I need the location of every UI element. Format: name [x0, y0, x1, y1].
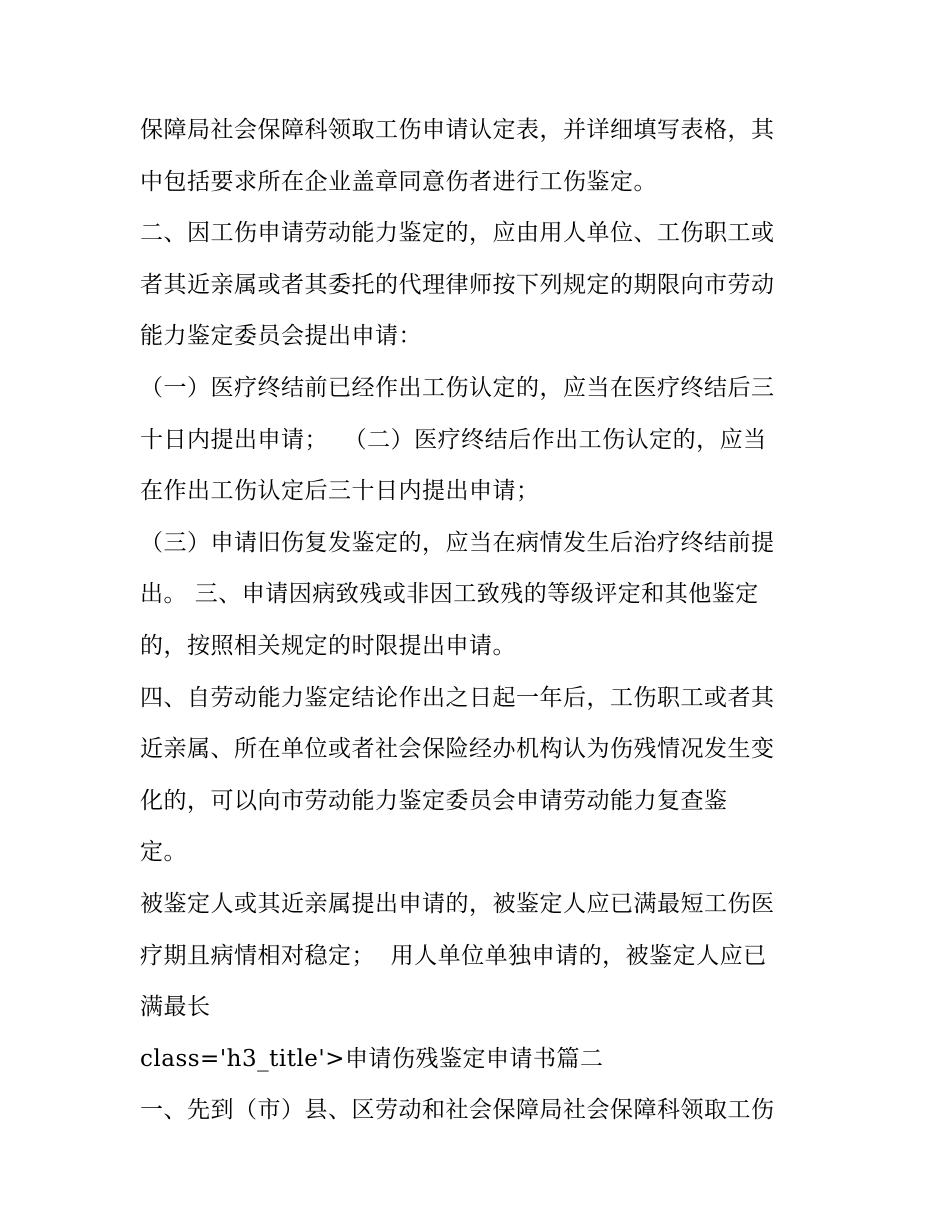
text-line: 被鉴定人或其近亲属提出申请的，被鉴定人应已满最短工伤医 [140, 890, 775, 917]
text-line: 四、自劳动能力鉴定结论作出之日起一年后，工伤职工或者其 [140, 684, 775, 711]
text-line: 疗期且病情相对稳定； 用人单位单独申请的，被鉴定人应已 [140, 942, 767, 969]
text-line: 定。 [140, 839, 187, 866]
document-body [140, 107, 820, 1139]
text-line: 一、先到（市）县、区劳动和社会保障局社会保障科领取工伤 [140, 1097, 775, 1124]
text-line: 的，按照相关规定的时限提出申请。 [140, 632, 516, 659]
text-line: 十日内提出申请； （二）医疗终结后作出工伤认定的，应当 [140, 426, 767, 453]
text-line: （一）医疗终结前已经作出工伤认定的，应当在医疗终结后三 [140, 374, 775, 401]
text-line: 保障局社会保障科领取工伤申请认定表，并详细填写表格，其 [140, 117, 775, 143]
text-line: 近亲属、所在单位或者社会保险经办机构认为伤残情况发生变 [140, 736, 775, 763]
text-line: 化的，可以向市劳动能力鉴定委员会申请劳动能力复查鉴 [140, 787, 728, 814]
section-heading-line: class='h3_title'>申请伤残鉴定申请书篇二 [140, 1045, 604, 1072]
text-line: 者其近亲属或者其委托的代理律师按下列规定的期限向市劳动 [140, 271, 775, 298]
text-line: 中包括要求所在企业盖章同意伤者进行工伤鉴定。 [140, 168, 657, 195]
text-line: 在作出工伤认定后三十日内提出申请； [140, 478, 540, 505]
text-line: （三）申请旧伤复发鉴定的，应当在病情发生后治疗终结前提 [140, 529, 775, 556]
text-line: 能力鉴定委员会提出申请： [140, 323, 422, 350]
text-line: 出。 三、申请因病致残或非因工致残的等级评定和其他鉴定 [140, 581, 759, 608]
text-line: 满最长 [140, 994, 211, 1021]
text-line: 二、因工伤申请劳动能力鉴定的，应由用人单位、工伤职工或 [140, 220, 775, 247]
